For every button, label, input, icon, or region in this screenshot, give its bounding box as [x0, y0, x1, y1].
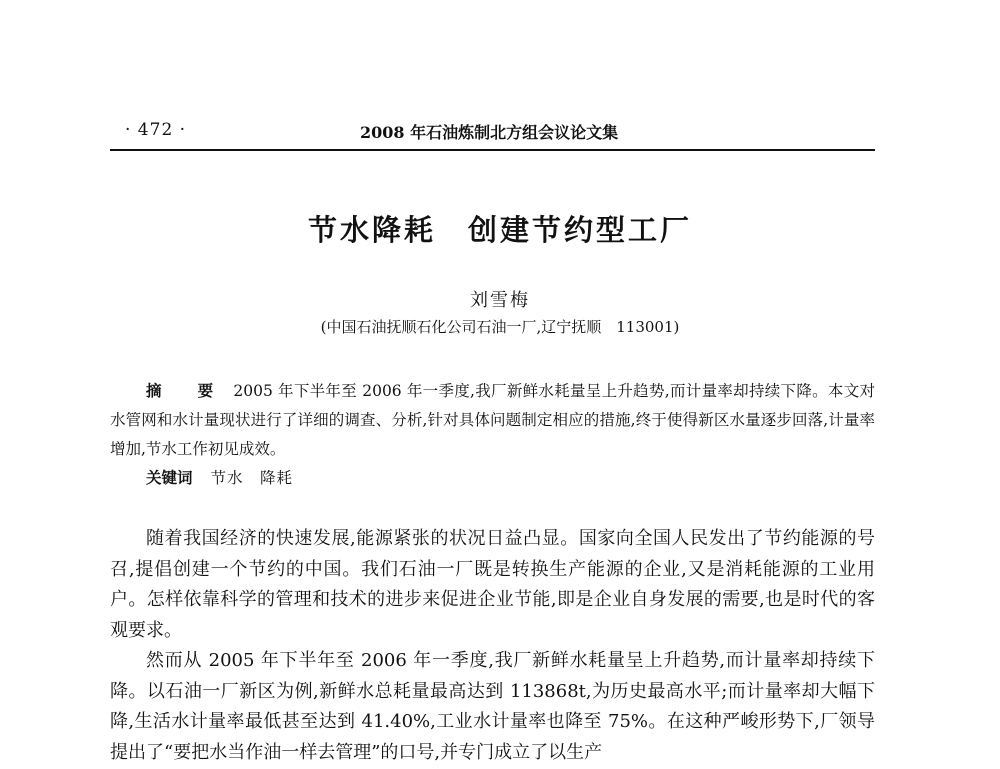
abstract	[110, 376, 875, 464]
body-paragraph-2: 然而从 2005 年下半年至 2006 年一季度,我厂新鲜水耗量呈上升趋势,而计量率却持续下降。以石油一厂新区为例,新鲜水总耗量最高达到 113868t,为历史最高水平;而计量率却大幅下降,生活水计量率最低甚至达到 41.40%,工业水计量率也降至 75%。在这种严峻形势下,厂领导提出了“要把水当作油一样去管理”的口号,并专门成立了以生产	[110, 650, 875, 763]
running-header	[110, 118, 875, 148]
author-affiliation: (中国石油抚顺石化公司石油一厂,辽宁抚顺 113001)	[320, 318, 680, 336]
abstract-label: 摘 要	[146, 381, 224, 400]
page-number: · 472 ·	[125, 120, 187, 140]
keywords-label: 关键词	[146, 468, 193, 487]
body-paragraph-1: 随着我国经济的快速发展,能源紧张的状况日益凸显。国家向全国人民发出了节约能源的号召,提倡创建一个节约的中国。我们石油一厂既是转换生产能源的企业,又是消耗能源的工业用户。怎样依靠科学的管理和技术的进步来促进企业节能,即是企业自身发展的需要,也是时代的客观要求。	[110, 528, 875, 641]
journal-name: 2008 年石油炼制北方组会议论文集	[360, 123, 619, 142]
abstract-text: 2005 年下半年至 2006 年一季度,我厂新鲜水耗量呈上升趋势,而计量率却持续下降。本文对水管网和水计量现状进行了详细的调查、分析,针对具体问题制定相应的措施,终于使得新区水量逐步回落,计量率增加,节水工作初见成效。	[110, 382, 875, 458]
keywords-values: 节水 降耗	[210, 469, 294, 487]
article-title: 节水降耗 创建节约型工厂	[307, 213, 692, 247]
keywords	[146, 466, 293, 490]
header-rule	[110, 149, 875, 151]
body-text	[110, 524, 875, 768]
author-name: 刘雪梅	[470, 290, 530, 311]
